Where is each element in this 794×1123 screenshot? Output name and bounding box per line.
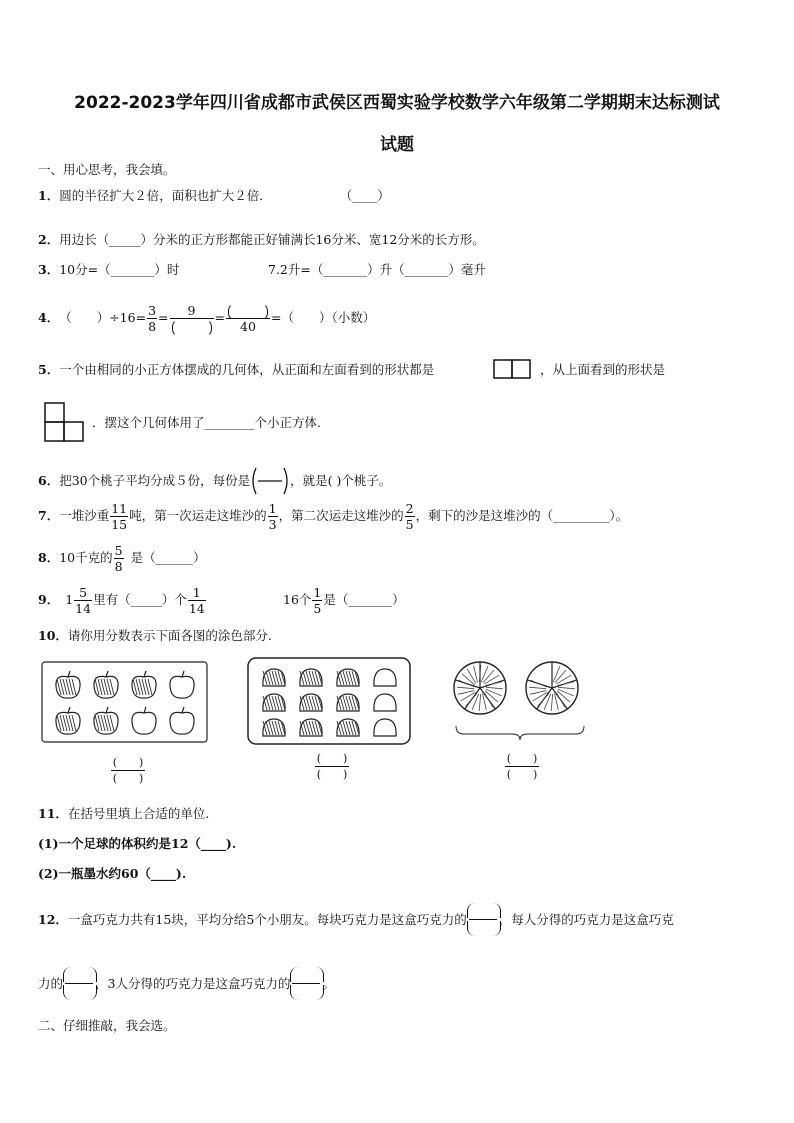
question-11a: (1)一个足球的体积约是12（____). [38, 836, 237, 851]
top-view-figure [44, 402, 86, 444]
question-5-end: ．摆这个几何体用了________个小正方体. [92, 415, 321, 430]
circle-figure [452, 656, 592, 740]
shell-icon [300, 694, 322, 711]
apple-icon [132, 707, 156, 734]
section-heading-2: 二、仔细推敲，我会选。 [38, 1018, 176, 1033]
fraction: $\frac{1}{3}$ [268, 500, 277, 532]
question-3: 3．10分=（_______）时 [38, 262, 180, 277]
shell-icon [337, 669, 359, 686]
shell-icon [300, 669, 322, 686]
fraction: $\frac{3}{8}$ [148, 302, 157, 334]
question-11: 11．在括号里填上合适的单位. [38, 806, 210, 821]
shell-icon [337, 694, 359, 711]
pie-circle-icon [454, 662, 506, 714]
apple-icon [94, 671, 118, 698]
question-5-cont: ，从上面看到的形状是 [540, 362, 666, 377]
pie-circle-icon [526, 662, 578, 714]
section-heading-1: 一、用心思考，我会填。 [38, 162, 176, 177]
apple-icon [56, 707, 80, 734]
shell-icon [337, 719, 359, 736]
fraction: $\frac{1}{14}$ [188, 584, 205, 616]
fraction-blank [250, 466, 290, 496]
fraction: $\frac{1}{5}$ [313, 584, 322, 616]
shell-icon [374, 669, 396, 686]
apple-icon [94, 707, 118, 734]
fraction-blank-3: ( ) ( ) [506, 752, 538, 781]
page-title-line2: 试题 [380, 135, 414, 155]
question-11b: (2)一瓶墨水约60（____). [38, 866, 187, 881]
front-view-figure [493, 359, 533, 379]
answer-blank: （____） [339, 188, 390, 203]
shell-icon [374, 694, 396, 711]
fraction: $\frac{5}{14}$ [75, 584, 92, 616]
fraction: 40 [226, 303, 270, 334]
question-6: 6． 把30个桃子平均分成５份，每份是 ，就是( )个桃子。 [38, 466, 391, 496]
question-9b: 16个 $\frac{1}{5}$ 是（_______） [283, 584, 405, 616]
apple-box-figure [40, 660, 210, 744]
fraction: $\frac{5}{8}$ [114, 542, 123, 574]
question-2: 2．用边长（_____）分米的正方形都能正好铺满长16分米、宽12分米的长方形。 [38, 232, 485, 247]
apple-icon [170, 707, 194, 734]
shell-icon [263, 669, 285, 686]
question-10: 10．请你用分数表示下面各图的涂色部分. [38, 628, 272, 643]
question-5: 5．一个由相同的小正方体摆成的几何体，从正面和左面看到的形状都是 [38, 362, 435, 377]
question-9: 9． 1 $\frac{5}{14}$ 里有（_____）个 $\frac{1}{14}$ [38, 584, 205, 616]
question-12: 12． 一盒巧克力共有15块，平均分给5个小朋友。每块巧克力是这盒巧克力的 ，每人分得的巧克力是这盒巧克 [38, 900, 674, 940]
question-8: 8． 10千克的 $\frac{5}{8}$ 是（______） [38, 542, 206, 574]
question-1: 1．圆的半径扩大２倍，面积也扩大２倍． （____） [38, 188, 390, 203]
fraction-blank [63, 967, 95, 1001]
apple-icon [56, 671, 80, 698]
question-12-cont: 力的 ，3人分得的巧克力是这盒巧克力的 。 [38, 964, 335, 1004]
shell-box-figure [246, 656, 412, 746]
fraction-blank-2: ( ) ( ) [316, 752, 348, 781]
shell-icon [263, 694, 285, 711]
shell-icon [300, 719, 322, 736]
fraction-blank [290, 967, 322, 1001]
question-7: 7． 一堆沙重 $\frac{11}{15}$ 吨，第一次运走这堆沙的 $\frac{1}{3}$ ，第二次运走这堆沙的 $\frac{2}{5}$ ，剩下的沙是这堆沙的（_________）。 [38, 500, 629, 532]
fraction: $\frac{2}{5}$ [405, 500, 414, 532]
fraction: 9 [170, 303, 214, 334]
shell-icon [374, 719, 396, 736]
question-3b: 7.2升=（_______）升（_______）毫升 [268, 262, 486, 277]
apple-icon [132, 671, 156, 698]
fraction-blank [467, 903, 499, 937]
fraction: $\frac{11}{15}$ [111, 500, 128, 532]
fraction-blank-1: ( ) ( ) [112, 756, 144, 785]
shell-icon [263, 719, 285, 736]
apple-icon [170, 671, 194, 698]
page-title: 2022-2023学年四川省成都市武侯区西蜀实验学校数学六年级第二学期期末达标测试 [74, 93, 720, 113]
question-4: 4． （ ）÷16= $\frac{3}{8}$ = 9 = 40 =（ ）（小数） [38, 296, 375, 340]
